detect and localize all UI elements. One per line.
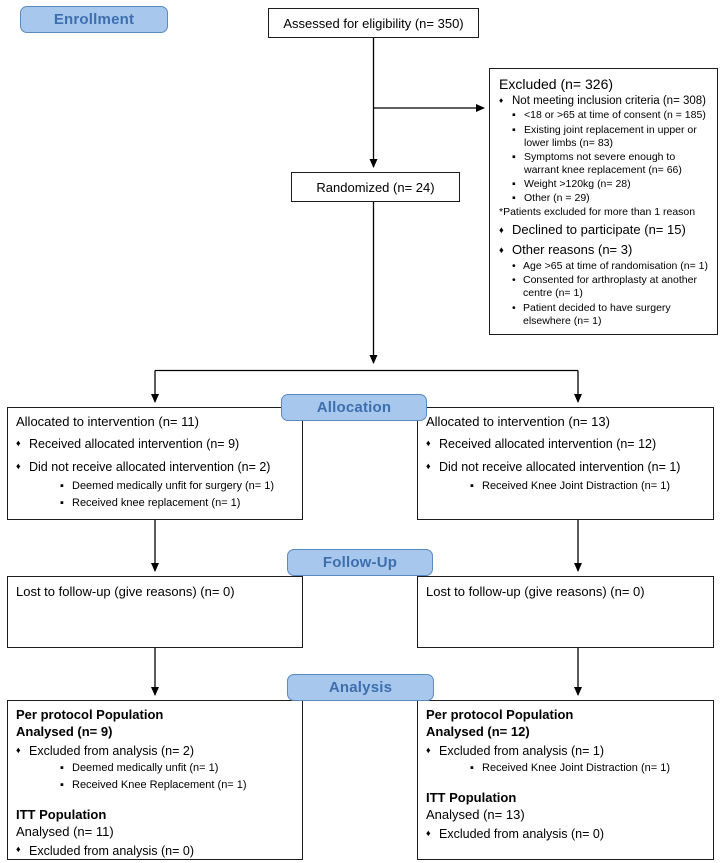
list-item — [426, 459, 705, 475]
list-item-text: Excluded from analysis (n= 0) — [439, 826, 605, 841]
list-item-text: Received allocated intervention (n= 9) — [29, 437, 240, 451]
diamond-bullet-icon: ♦ — [426, 744, 431, 755]
diamond-bullet-icon: ♦ — [426, 827, 431, 838]
phase-label-analysis: Analysis — [287, 674, 434, 701]
list-item-text: Received allocated intervention (n= 12) — [439, 437, 657, 451]
diamond-bullet-icon: ♦ — [16, 744, 21, 755]
list-item — [426, 826, 705, 842]
square-bullet-icon: ▪ — [60, 496, 64, 509]
list-item — [16, 778, 294, 793]
allocation-left-box — [7, 407, 303, 520]
square-bullet-icon: ▪ — [470, 479, 474, 492]
followup-left-box — [7, 576, 303, 648]
list-item-text: Patient decided to have surgery elsewhere (n= 1) — [523, 301, 671, 327]
list-item — [16, 496, 294, 510]
list-item — [499, 302, 709, 328]
list-item-text: Excluded from analysis (n= 2) — [29, 743, 195, 758]
itt-title: ITT Population — [16, 806, 107, 822]
followup-left-text: Lost to follow-up (give reasons) (n= 0) — [16, 584, 235, 599]
list-item-text: Weight >120kg (n= 28) — [524, 178, 631, 190]
square-bullet-icon: ▪ — [512, 109, 516, 122]
randomized-text: Randomized (n= 24) — [316, 179, 435, 195]
per-protocol-title: Per protocol Population — [16, 707, 164, 722]
excluded-footnote: *Patients excluded for more than 1 reason — [499, 206, 696, 219]
list-item — [16, 459, 294, 475]
excluded-box — [489, 68, 718, 335]
assessed-box — [268, 8, 479, 38]
square-bullet-icon: ▪ — [512, 192, 516, 205]
per-protocol-title: Per protocol Population — [426, 707, 574, 722]
list-item — [426, 743, 705, 759]
itt-analysed: Analysed (n= 13) — [426, 806, 525, 822]
list-item — [499, 274, 709, 300]
diamond-bullet-icon: ♦ — [16, 461, 21, 472]
list-item — [499, 109, 709, 122]
list-item-text: Excluded from analysis (n= 1) — [439, 743, 605, 758]
itt-title: ITT Population — [426, 789, 517, 805]
list-item — [16, 743, 294, 759]
list-item — [426, 761, 705, 776]
analysis-left-box — [7, 700, 303, 860]
square-bullet-icon: ▪ — [60, 479, 64, 492]
list-item-text: Received knee replacement (n= 1) — [72, 496, 241, 509]
phase-label-allocation: Allocation — [281, 394, 427, 421]
list-item-text: Received Knee Replacement (n= 1) — [72, 778, 247, 791]
list-item-text: Other reasons (n= 3) — [512, 242, 633, 258]
list-item — [426, 436, 705, 452]
list-item-text: Consented for arthroplasty at another centre (n= 1) — [523, 274, 697, 300]
assessed-text: Assessed for eligibility (n= 350) — [283, 15, 464, 31]
square-bullet-icon: ▪ — [512, 178, 516, 190]
list-item — [499, 222, 709, 239]
diamond-bullet-icon: ♦ — [426, 461, 431, 472]
followup-right-text: Lost to follow-up (give reasons) (n= 0) — [426, 584, 645, 599]
list-item — [16, 761, 294, 776]
diamond-bullet-icon: ♦ — [426, 437, 431, 448]
per-protocol-analysed: Analysed (n= 9) — [16, 723, 113, 739]
square-bullet-icon: ▪ — [512, 123, 516, 136]
allocation-right-box — [417, 407, 714, 520]
diamond-bullet-icon: ♦ — [499, 225, 504, 236]
list-item-text: Deemed medically unfit for surgery (n= 1) — [72, 479, 275, 492]
randomized-box — [291, 172, 460, 202]
list-item-text: Received Knee Joint Distraction (n= 1) — [482, 479, 671, 492]
diamond-bullet-icon: ♦ — [16, 437, 21, 448]
phase-label-enrollment: Enrollment — [20, 6, 168, 33]
itt-analysed: Analysed (n= 11) — [16, 823, 114, 839]
list-item-text: Existing joint replacement in upper or lower limbs (n= 83) — [524, 123, 697, 149]
list-item — [499, 192, 709, 205]
diamond-bullet-icon: ♦ — [499, 95, 504, 105]
allocation-right-title: Allocated to intervention (n= 13) — [426, 414, 610, 429]
per-protocol-analysed: Analysed (n= 12) — [426, 723, 530, 739]
list-item-text: Deemed medically unfit (n= 1) — [72, 762, 219, 775]
diamond-bullet-icon: ♦ — [16, 844, 21, 855]
list-item-text: Received Knee Joint Distraction (n= 1) — [482, 762, 671, 775]
dot-bullet-icon: • — [512, 301, 516, 314]
list-item — [426, 479, 705, 493]
allocation-left-title: Allocated to intervention (n= 11) — [16, 414, 199, 429]
square-bullet-icon: ▪ — [60, 778, 64, 791]
dot-bullet-icon: • — [512, 260, 516, 273]
list-item — [499, 124, 709, 150]
square-bullet-icon: ▪ — [470, 762, 474, 775]
list-item-text: <18 or >65 at time of consent (n = 185) — [524, 109, 706, 122]
list-item-text: Did not receive allocated intervention (n= 2) — [29, 460, 271, 475]
list-item — [499, 260, 709, 273]
list-item-text: Symptoms not severe enough to warrant knee replacement (n= 66) — [524, 150, 682, 176]
list-item — [499, 151, 709, 177]
list-item — [16, 843, 294, 859]
square-bullet-icon: ▪ — [60, 762, 64, 775]
list-item-text: Not meeting inclusion criteria (n= 308) — [512, 95, 706, 107]
list-item — [16, 479, 294, 493]
list-item — [499, 94, 709, 108]
diamond-bullet-icon: ♦ — [499, 245, 504, 256]
list-item-text: Age >65 at time of randomisation (n= 1) — [523, 260, 709, 273]
square-bullet-icon: ▪ — [512, 150, 516, 163]
list-item-text: Did not receive allocated intervention (n= 1) — [439, 460, 681, 475]
dot-bullet-icon: • — [512, 274, 516, 287]
list-item — [499, 178, 709, 191]
excluded-title: Excluded (n= 326) — [499, 76, 614, 92]
analysis-right-box — [417, 700, 714, 860]
followup-right-box — [417, 576, 714, 648]
list-item-text: Excluded from analysis (n= 0) — [29, 843, 195, 858]
list-item-text: Declined to participate (n= 15) — [512, 222, 686, 238]
list-item — [499, 242, 709, 259]
phase-label-followup: Follow-Up — [287, 549, 433, 576]
list-item-text: Other (n = 29) — [524, 192, 590, 205]
list-item — [16, 436, 294, 452]
